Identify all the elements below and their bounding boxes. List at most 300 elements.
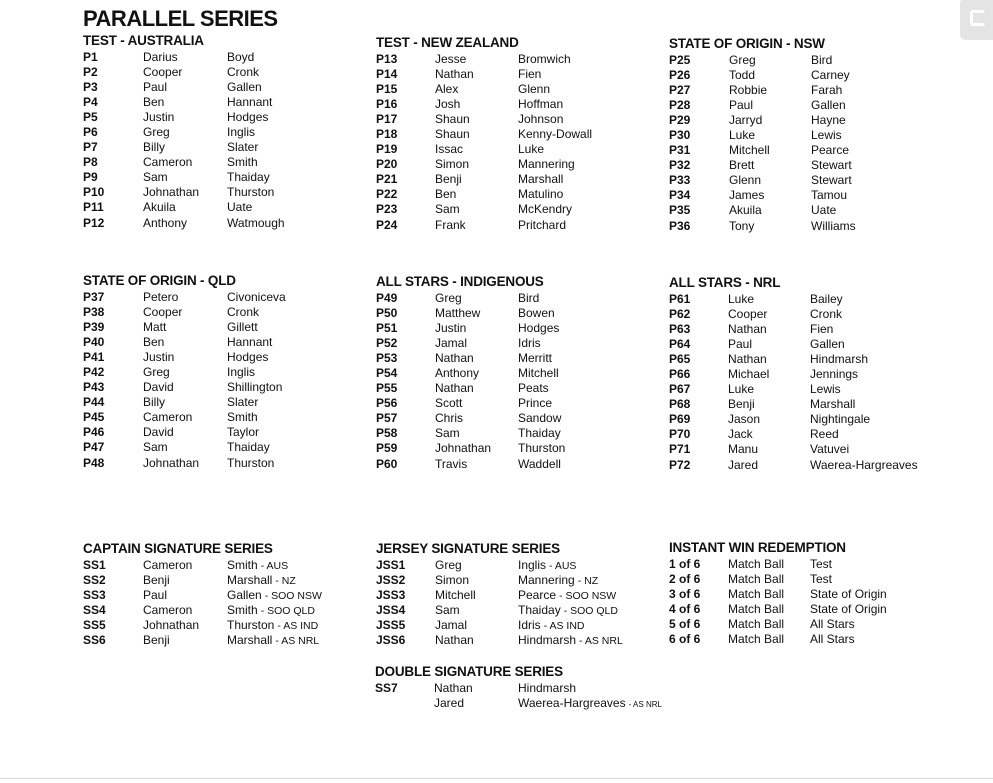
- checklist-row: [376, 306, 555, 321]
- last-name: McKendry: [518, 202, 573, 217]
- last-name: Vatuvei: [810, 442, 850, 457]
- first-name: Paul: [143, 80, 168, 95]
- checklist-row: [376, 456, 561, 472]
- last-name: Smith: [227, 410, 258, 425]
- first-name: Petero: [143, 290, 179, 304]
- last-name: Mannering - NZ: [518, 573, 599, 588]
- first-name: Sam: [143, 440, 168, 455]
- card-code: P31: [669, 143, 691, 158]
- first-name: Johnathan: [143, 455, 200, 470]
- card-code: P19: [376, 142, 398, 157]
- last-name: Hannant: [227, 95, 273, 110]
- card-code: P22: [376, 187, 398, 202]
- first-name: Simon: [435, 573, 470, 588]
- card-code: P11: [83, 200, 104, 215]
- last-name: Bird: [811, 53, 833, 67]
- card-code: SS4: [83, 603, 106, 618]
- last-name: Bird: [518, 291, 540, 305]
- first-name: Tony: [729, 218, 755, 233]
- card-code: P48: [83, 455, 105, 470]
- last-name: Pearce: [811, 143, 850, 158]
- last-name: Gallen - SOO NSW: [227, 588, 322, 603]
- section-title: JERSEY SIGNATURE SERIES: [376, 541, 560, 556]
- card-code: P3: [83, 80, 98, 95]
- checklist-row: [375, 696, 662, 711]
- card-code: P39: [83, 320, 105, 335]
- first-name: Nathan: [435, 67, 474, 82]
- last-name: Carney: [811, 68, 850, 83]
- first-name: Cooper: [728, 307, 768, 322]
- first-name: Cameron: [143, 155, 193, 170]
- card-code: JSS2: [376, 573, 406, 588]
- first-name: Match Ball: [728, 617, 785, 632]
- first-name: Jamal: [435, 336, 468, 351]
- first-name: Ben: [435, 187, 457, 202]
- card-code: SS3: [83, 588, 106, 603]
- checklist-row: [376, 52, 571, 67]
- team-suffix: - SOO NSW: [559, 590, 617, 603]
- section-state-of-origin-qld: [83, 273, 286, 471]
- checklist-row: [83, 618, 319, 633]
- checklist-row: [83, 170, 270, 185]
- card-code: SS7: [375, 681, 398, 695]
- team-suffix: - AS NRL: [628, 700, 662, 710]
- checklist-row: [669, 68, 850, 83]
- checklist-row: [669, 352, 869, 367]
- checklist-row: [376, 426, 561, 441]
- card-code: SS1: [83, 558, 106, 572]
- last-name: Shillington: [227, 380, 283, 395]
- checklist-row: [669, 587, 887, 602]
- team-suffix: - AUS: [549, 560, 577, 572]
- last-name: Test: [810, 557, 833, 571]
- checklist-row: [669, 218, 856, 234]
- checklist-row: [376, 291, 544, 306]
- checklist-row: [83, 65, 260, 80]
- last-name: Gallen: [810, 337, 845, 352]
- card-code: P41: [83, 350, 105, 365]
- last-name: Waerea-Hargreaves - AS NRL: [518, 696, 662, 711]
- team-suffix: - AS NRL: [275, 635, 320, 648]
- checklist-row: [83, 350, 269, 365]
- card-code: JSS5: [376, 618, 406, 633]
- first-name: Jamal: [435, 618, 468, 633]
- last-name: Hayne: [811, 113, 846, 128]
- card-code: P23: [376, 202, 398, 217]
- last-name: Uate: [811, 203, 837, 218]
- checklist-row: [83, 200, 253, 215]
- first-name: Greg: [435, 291, 462, 305]
- section-all-stars-nrl: [669, 275, 918, 473]
- first-name: Matthew: [435, 306, 481, 321]
- corner-tab[interactable]: [960, 0, 993, 40]
- first-name: Simon: [435, 157, 470, 172]
- card-code: P25: [669, 53, 691, 67]
- checklist-row: [83, 380, 283, 395]
- last-name: Slater: [227, 140, 259, 155]
- last-name: Glenn: [518, 82, 551, 97]
- checklist-row: [376, 573, 599, 588]
- checklist-row: [669, 173, 852, 188]
- checklist-row: [669, 602, 887, 617]
- section-title: TEST - NEW ZEALAND: [376, 35, 519, 50]
- first-name: Darius: [143, 50, 178, 64]
- card-code: SS6: [83, 633, 106, 648]
- last-name: All Stars: [810, 632, 855, 647]
- checklist-row: [669, 557, 846, 572]
- first-name: Akuila: [729, 203, 762, 218]
- first-name: Jared: [728, 457, 759, 472]
- first-name: Johnathan: [143, 618, 200, 633]
- checklist-row: [376, 588, 617, 603]
- card-code: P60: [376, 456, 398, 471]
- card-code: P45: [83, 410, 105, 425]
- last-name: Smith - AUS: [227, 558, 289, 572]
- last-name: Gillett: [227, 320, 258, 335]
- checklist-row: [83, 80, 262, 95]
- section-instant-win-redemption: [669, 540, 887, 647]
- checklist-row: [376, 67, 542, 82]
- card-code: P21: [376, 172, 398, 187]
- last-name: Hindmarsh - AS NRL: [518, 633, 623, 648]
- card-code: SS5: [83, 618, 106, 633]
- card-code: P64: [669, 337, 691, 352]
- card-code: P52: [376, 336, 398, 351]
- checklist-row: [376, 618, 585, 633]
- last-name: Smith - SOO QLD: [227, 603, 315, 618]
- first-name: Nathan: [435, 381, 474, 396]
- card-code: P8: [83, 155, 98, 170]
- last-name: Thurston: [518, 441, 566, 456]
- last-name: Cronk: [227, 305, 260, 320]
- first-name: Match Ball: [728, 572, 785, 587]
- first-name: Alex: [435, 82, 459, 97]
- card-code: P28: [669, 98, 691, 113]
- first-name: James: [729, 188, 765, 203]
- first-name: Glenn: [729, 173, 762, 188]
- checklist-row: [376, 202, 573, 217]
- last-name: Matulino: [518, 187, 564, 202]
- card-code: P43: [83, 380, 105, 395]
- first-name: Match Ball: [728, 632, 785, 647]
- first-name: Mitchell: [435, 588, 476, 603]
- card-code: P20: [376, 157, 398, 172]
- first-name: Benji: [728, 397, 755, 412]
- card-code: P62: [669, 307, 691, 322]
- last-name: Hoffman: [518, 97, 564, 112]
- checklist-row: [376, 411, 562, 426]
- checklist-row: [83, 290, 286, 305]
- last-name: Hodges: [518, 321, 560, 336]
- last-name: Pearce - SOO NSW: [518, 588, 617, 603]
- last-name: Bailey: [810, 292, 843, 306]
- checklist-row: [376, 336, 544, 351]
- section-title: ALL STARS - NRL: [669, 275, 781, 290]
- last-name: Hodges: [227, 350, 269, 365]
- card-code: P4: [83, 95, 98, 110]
- first-name: Jack: [728, 427, 753, 442]
- checklist-row: [669, 307, 843, 322]
- checklist-row: [669, 292, 843, 307]
- last-name: Bromwich: [518, 52, 571, 66]
- checklist-row: [669, 617, 855, 632]
- checklist-row: [376, 187, 564, 202]
- last-name: Hodges: [227, 110, 269, 125]
- card-code: P44: [83, 395, 105, 410]
- checklist-row: [83, 125, 256, 140]
- last-name: Nightingale: [810, 412, 871, 427]
- card-code: 4 of 6: [669, 602, 701, 617]
- last-name: Cronk: [810, 307, 843, 322]
- last-name: Gallen: [227, 80, 262, 95]
- card-code: P38: [83, 305, 105, 320]
- last-name: Jennings: [810, 367, 859, 382]
- page-title: PARALLEL SERIES: [83, 6, 278, 31]
- first-name: Nathan: [435, 633, 474, 648]
- last-name: Boyd: [227, 50, 255, 64]
- first-name: Benji: [143, 633, 170, 648]
- card-code: JSS1: [376, 558, 406, 572]
- last-name: Mannering: [518, 157, 575, 172]
- first-name: Sam: [435, 603, 460, 618]
- checklist-row: [83, 215, 285, 231]
- last-name: Johnson: [518, 112, 564, 127]
- team-suffix: - SOO QLD: [260, 605, 315, 618]
- checklist-row: [83, 440, 270, 455]
- section-captain-signature-series: [83, 541, 322, 648]
- checklist-row: [669, 113, 846, 128]
- checklist-row: [669, 83, 843, 98]
- last-name: Watmough: [227, 215, 285, 230]
- last-name: Stewart: [811, 158, 852, 173]
- card-code: P54: [376, 366, 398, 381]
- last-name: Smith: [227, 155, 258, 170]
- last-name: Lewis: [810, 382, 841, 397]
- checklist-row: [376, 366, 559, 381]
- card-code: P65: [669, 352, 691, 367]
- last-name: Thurston: [227, 185, 275, 200]
- last-name: Tamou: [811, 188, 848, 203]
- first-name: Anthony: [435, 366, 480, 381]
- card-code: SS2: [83, 573, 106, 588]
- first-name: Shaun: [435, 127, 470, 142]
- last-name: Hindmarsh: [810, 352, 869, 367]
- first-name: Justin: [143, 350, 175, 365]
- card-code: P32: [669, 158, 691, 173]
- checklist-row: [376, 396, 553, 411]
- last-name: Farah: [811, 83, 843, 98]
- checklist-row: [83, 365, 256, 380]
- card-code: P40: [83, 335, 105, 350]
- section-title: STATE OF ORIGIN - QLD: [83, 273, 236, 288]
- checklist-row: [83, 110, 269, 125]
- last-name: Thurston - AS IND: [227, 618, 319, 633]
- first-name: Issac: [435, 142, 464, 157]
- card-code: P50: [376, 306, 398, 321]
- first-name: Scott: [435, 396, 463, 411]
- first-name: Jesse: [435, 52, 467, 66]
- card-code: P26: [669, 68, 691, 83]
- card-code: P29: [669, 113, 691, 128]
- first-name: Jared: [434, 696, 465, 711]
- first-name: Johnathan: [435, 441, 492, 456]
- checklist-row: [669, 143, 850, 158]
- first-name: Cameron: [143, 603, 193, 618]
- card-code: P49: [376, 291, 398, 305]
- card-code: 1 of 6: [669, 557, 701, 571]
- last-name: Inglis: [227, 365, 256, 380]
- first-name: Billy: [143, 140, 166, 155]
- card-code: P47: [83, 440, 105, 455]
- last-name: Marshall - NZ: [227, 573, 296, 588]
- last-name: Thaiday: [227, 440, 270, 455]
- card-code: P16: [376, 97, 398, 112]
- card-code: P13: [376, 52, 398, 66]
- first-name: Cooper: [143, 305, 183, 320]
- card-code: P67: [669, 382, 691, 397]
- card-code: P34: [669, 188, 691, 203]
- checklist-row: [376, 82, 551, 97]
- checklist-row: [83, 410, 258, 425]
- last-name: Pritchard: [518, 217, 567, 232]
- first-name: Sam: [435, 426, 460, 441]
- first-name: Paul: [729, 98, 754, 113]
- last-name: Fien: [518, 67, 542, 82]
- first-name: Paul: [728, 337, 753, 352]
- card-code: P36: [669, 218, 691, 233]
- checklist-row: [669, 188, 848, 203]
- last-name: Thurston: [227, 455, 275, 470]
- checklist-row: [669, 572, 846, 587]
- checklist-row: [376, 217, 567, 233]
- last-name: Cronk: [227, 65, 260, 80]
- last-name: Merritt: [518, 351, 552, 366]
- last-name: Hindmarsh: [518, 681, 577, 695]
- first-name: Anthony: [143, 215, 188, 230]
- card-code: P10: [83, 185, 105, 200]
- section-title: TEST - AUSTRALIA: [83, 33, 204, 48]
- team-suffix: - AS NRL: [579, 635, 623, 648]
- team-suffix: - AUS: [260, 560, 289, 572]
- last-name: Hannant: [227, 335, 273, 350]
- last-name: Taylor: [227, 425, 260, 440]
- first-name: Ben: [143, 95, 165, 110]
- checklist-row: [376, 603, 618, 618]
- card-code: P61: [669, 292, 691, 306]
- card-code: 3 of 6: [669, 587, 701, 602]
- first-name: Travis: [435, 456, 468, 471]
- checklist-row: [83, 335, 273, 350]
- first-name: Akuila: [143, 200, 176, 215]
- last-name: Peats: [518, 381, 549, 396]
- first-name: Nathan: [435, 351, 474, 366]
- card-code: P9: [83, 170, 98, 185]
- card-code: P14: [376, 67, 398, 82]
- checklist-row: [669, 632, 855, 647]
- last-name: Idris: [518, 336, 541, 351]
- first-name: Justin: [143, 110, 175, 125]
- first-name: Matt: [143, 320, 167, 335]
- first-name: Todd: [729, 68, 756, 83]
- card-code: P56: [376, 396, 398, 411]
- first-name: Nathan: [728, 322, 767, 337]
- checklist-row: [83, 185, 275, 200]
- last-name: Idris - AS IND: [518, 618, 585, 633]
- first-name: Match Ball: [728, 587, 785, 602]
- checklist-row: [83, 95, 273, 110]
- first-name: Nathan: [434, 681, 473, 695]
- card-code: P1: [83, 50, 98, 64]
- card-code: P42: [83, 365, 105, 380]
- first-name: Benji: [435, 172, 462, 187]
- first-name: Match Ball: [728, 602, 785, 617]
- checklist-row: [83, 573, 296, 588]
- checklist-row: [83, 155, 258, 170]
- last-name: State of Origin: [810, 602, 887, 617]
- last-name: Fien: [810, 322, 834, 337]
- card-code: JSS3: [376, 588, 406, 603]
- last-name: Sandow: [518, 411, 562, 426]
- checklist-row: [83, 425, 260, 440]
- checklist-row: [376, 172, 564, 187]
- checklist-row: [669, 337, 845, 352]
- card-code: 5 of 6: [669, 617, 701, 632]
- team-suffix: - NZ: [577, 575, 599, 588]
- checklist-row: [376, 97, 564, 112]
- checklist-row: [669, 203, 837, 218]
- card-code: P7: [83, 140, 98, 155]
- section-title: ALL STARS - INDIGENOUS: [376, 274, 544, 289]
- team-suffix: - NZ: [275, 575, 296, 588]
- first-name: Shaun: [435, 112, 470, 127]
- first-name: Mitchell: [729, 143, 770, 158]
- checklist-row: [83, 603, 315, 618]
- last-name: Slater: [227, 395, 259, 410]
- section-state-of-origin-nsw: [669, 36, 856, 234]
- card-code: 2 of 6: [669, 572, 701, 587]
- first-name: Greg: [435, 558, 462, 572]
- card-code: P37: [83, 290, 105, 304]
- card-code: 6 of 6: [669, 632, 701, 647]
- section-jersey-signature-series: [376, 541, 623, 648]
- first-name: Justin: [435, 321, 467, 336]
- card-code: P51: [376, 321, 398, 336]
- last-name: Prince: [518, 396, 553, 411]
- last-name: Thaiday - SOO QLD: [518, 603, 618, 618]
- section-test-australia: [83, 33, 285, 231]
- checklist-row: [83, 140, 259, 155]
- first-name: David: [143, 380, 174, 395]
- checklist-row: [83, 633, 320, 648]
- first-name: Luke: [728, 382, 755, 397]
- first-name: Brett: [729, 158, 755, 173]
- card-code: JSS6: [376, 633, 406, 648]
- first-name: Sam: [435, 202, 460, 217]
- card-code: JSS4: [376, 603, 406, 618]
- first-name: David: [143, 425, 174, 440]
- first-name: Jason: [728, 412, 761, 427]
- card-code: P35: [669, 203, 691, 218]
- card-code: P70: [669, 427, 691, 442]
- checklist-row: [669, 98, 846, 113]
- card-code: P27: [669, 83, 691, 98]
- last-name: Lewis: [811, 128, 842, 143]
- last-name: Mitchell: [518, 366, 559, 381]
- card-code: P58: [376, 426, 398, 441]
- last-name: Inglis - AUS: [518, 558, 577, 572]
- checklist-row: [669, 128, 842, 143]
- section-title: CAPTAIN SIGNATURE SERIES: [83, 541, 273, 556]
